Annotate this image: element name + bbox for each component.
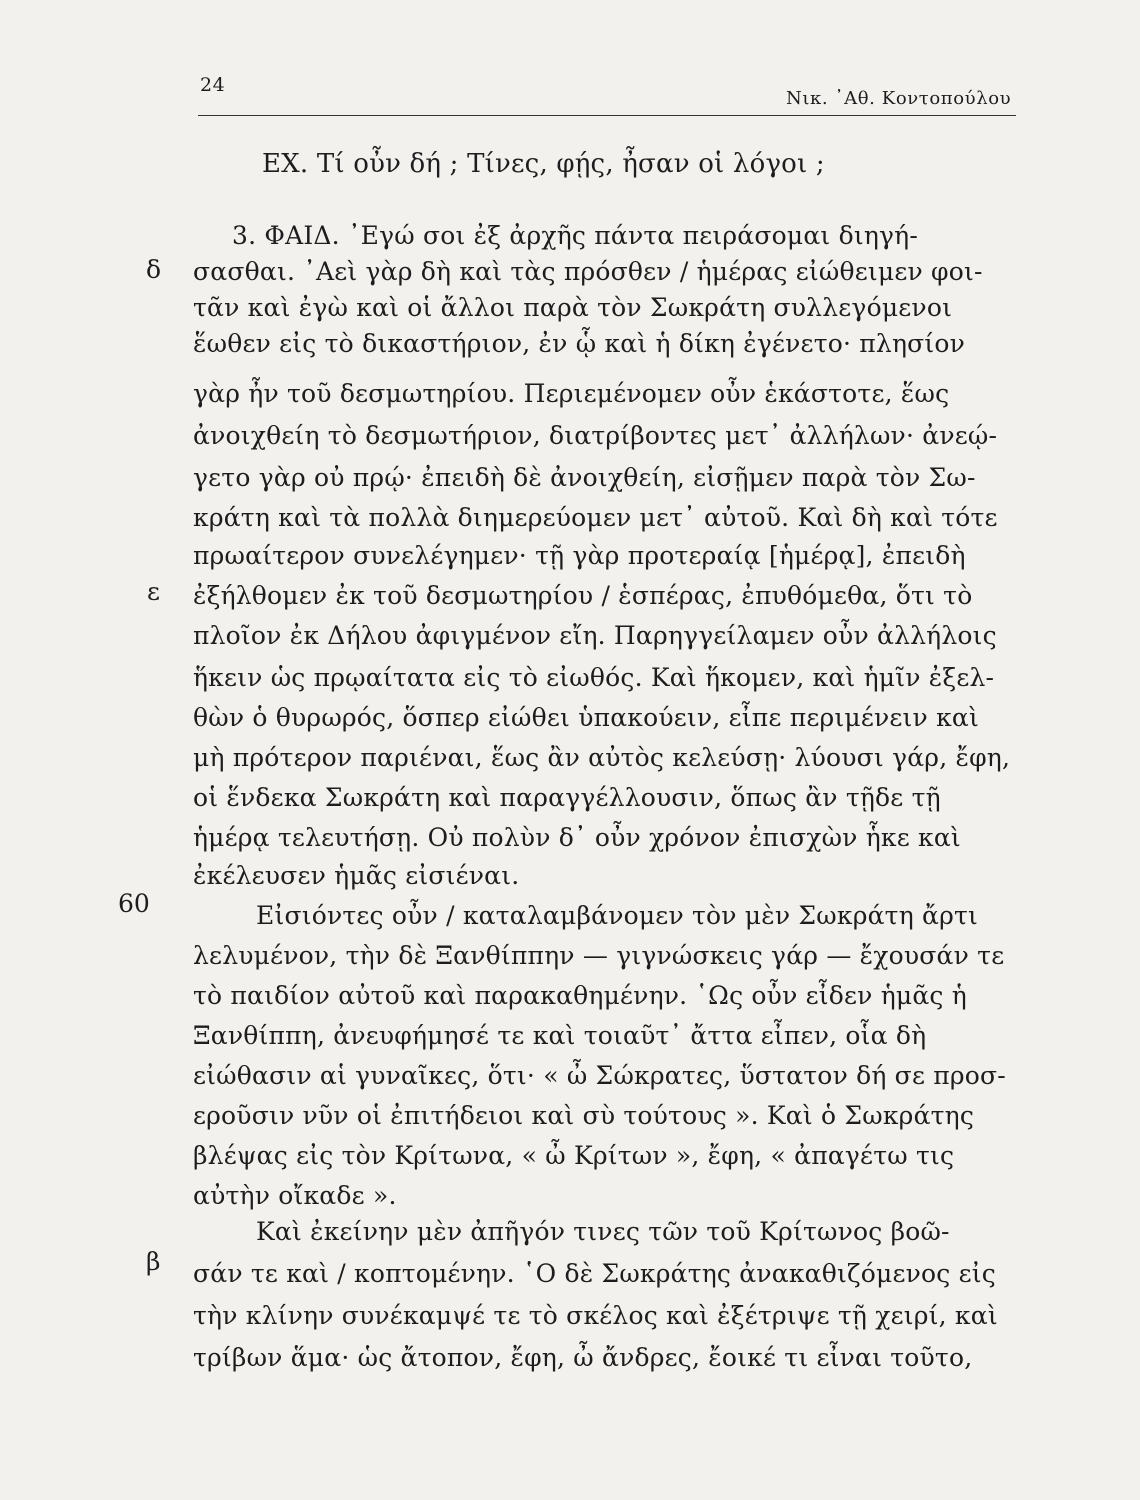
text-line: ἕωθεν εἰς τὸ δικαστήριον, ἐν ᾧ καὶ ἡ δίκη ἐγένετο· πλησίον — [193, 329, 966, 358]
text-line: ἐκέλευσεν ἡμᾶς εἰσιέναι. — [193, 861, 520, 890]
text-line: πρωαίτερον συνελέγημεν· τῇ γὰρ προτεραίᾳ [ἡμέρᾳ], ἐπειδὴ — [193, 541, 966, 570]
text-line: τρίβων ἅμα· ὡς ἄτοπον, ἔφη, ὦ ἄνδρες, ἔοικέ τι εἶναι τοῦτο, — [193, 1343, 973, 1372]
text-line: σάν τε καὶ / κοπτομένην. ῾Ο δὲ Σωκράτης ἀνακαθιζόμενος εἰς — [193, 1259, 996, 1288]
text-line: εἰώθασιν αἱ γυναῖκες, ὅτι· « ὦ Σώκρατες, ὕστατον δή σε προσ- — [193, 1061, 1006, 1090]
margin-note-epsilon: ε — [147, 577, 160, 606]
text-line: αὐτὴν οἴκαδε ». — [193, 1181, 397, 1210]
text-line: ἥκειν ὡς πρῳαίτατα εἰς τὸ εἰωθός. Καὶ ἥκομεν, καὶ ἡμῖν ἐξελ- — [193, 663, 995, 692]
text-line: Εἰσιόντες οὖν / καταλαμβάνομεν τὸν μὲν Σωκράτη ἄρτι — [256, 901, 979, 930]
text-line: ἐξήλθομεν ἐκ τοῦ δεσμωτηρίου / ἑσπέρας, ἐπυθόμεθα, ὅτι τὸ — [193, 581, 973, 610]
text-line: τᾶν καὶ ἐγὼ καὶ οἱ ἄλλοι παρὰ τὸν Σωκράτη συλλεγόμενοι — [193, 293, 953, 322]
text-line: εροῦσιν νῦν οἱ ἐπιτήδειοι καὶ σὺ τούτους ». Καὶ ὁ Σωκράτης — [193, 1101, 975, 1130]
text-line: ἡμέρᾳ τελευτήσῃ. Οὐ πολὺν δ᾿ οὖν χρόνον ἐπισχὼν ἧκε καὶ — [193, 823, 961, 852]
margin-note-beta: β — [146, 1247, 161, 1276]
running-head: Νικ. ᾿Αθ. Κοντοπούλου — [786, 88, 1012, 109]
header-rule — [198, 115, 1016, 116]
speaker-line-ex: ΕΧ. Τί οὖν δή ; Τίνες, φῄς, ἦσαν οἱ λόγοι ; — [262, 149, 825, 179]
text-line: τὸ παιδίον αὐτοῦ καὶ παρακαθημένην. ῾Ως οὖν εἶδεν ἡμᾶς ἡ — [193, 981, 967, 1010]
text-line: βλέψας εἰς τὸν Κρίτωνα, « ὦ Κρίτων », ἔφη, « ἀπαγέτω τις — [193, 1141, 955, 1170]
text-line: θὼν ὁ θυρωρός, ὅσπερ εἰώθει ὑπακούειν, εἶπε περιμένειν καὶ — [193, 703, 979, 732]
text-line: ἀνοιχθείη τὸ δεσμωτήριον, διατρίβοντες μετ᾿ ἀλλήλων· ἀνεῴ- — [193, 421, 998, 450]
text-line: λελυμένον, τὴν δὲ Ξανθίππην — γιγνώσκεις γάρ — ἔχουσάν τε — [193, 941, 1005, 970]
margin-note-60: 60 — [118, 889, 150, 918]
margin-note-delta: δ — [146, 255, 162, 284]
text-line: πλοῖον ἐκ Δήλου ἀφιγμένον εἴη. Παρηγγείλαμεν οὖν ἀλλήλοις — [193, 621, 997, 650]
text-line: τὴν κλίνην συνέκαμψέ τε τὸ σκέλος καὶ ἐξέτριψε τῇ χειρί, καὶ — [193, 1301, 998, 1330]
text-line: γὰρ ἦν τοῦ δεσμωτηρίου. Περιεμένομεν οὖν ἑκάστοτε, ἕως — [193, 379, 950, 408]
text-line: οἱ ἕνδεκα Σωκράτη καὶ παραγγέλλουσιν, ὅπως ἂν τῇδε τῇ — [193, 783, 941, 812]
text-line: γετο γὰρ οὐ πρῴ· ἐπειδὴ δὲ ἀνοιχθείη, εἰσῇμεν παρὰ τὸν Σω- — [193, 463, 976, 492]
text-line: σασθαι. ᾿Αεὶ γὰρ δὴ καὶ τὰς πρόσθεν / ἡμέρας εἰώθειμεν φοι- — [193, 257, 983, 286]
text-line: Καὶ ἐκείνην μὲν ἀπῆγόν τινες τῶν τοῦ Κρίτωνος βοῶ- — [256, 1217, 950, 1246]
page-number: 24 — [200, 74, 226, 96]
text-line: 3. ΦΑΙΔ. ᾿Εγώ σοι ἐξ ἀρχῆς πάντα πειράσομαι διηγή- — [232, 221, 918, 250]
text-line: Ξανθίππη, ἀνευφήμησέ τε καὶ τοιαῦτ᾿ ἄττα εἶπεν, οἷα δὴ — [193, 1021, 927, 1050]
text-line: κράτη καὶ τὰ πολλὰ διημερεύομεν μετ᾿ αὐτοῦ. Καὶ δὴ καὶ τότε — [193, 503, 998, 532]
text-line: μὴ πρότερον παριέναι, ἕως ἂν αὐτὸς κελεύσῃ· λύουσι γάρ, ἔφη, — [193, 743, 1011, 772]
